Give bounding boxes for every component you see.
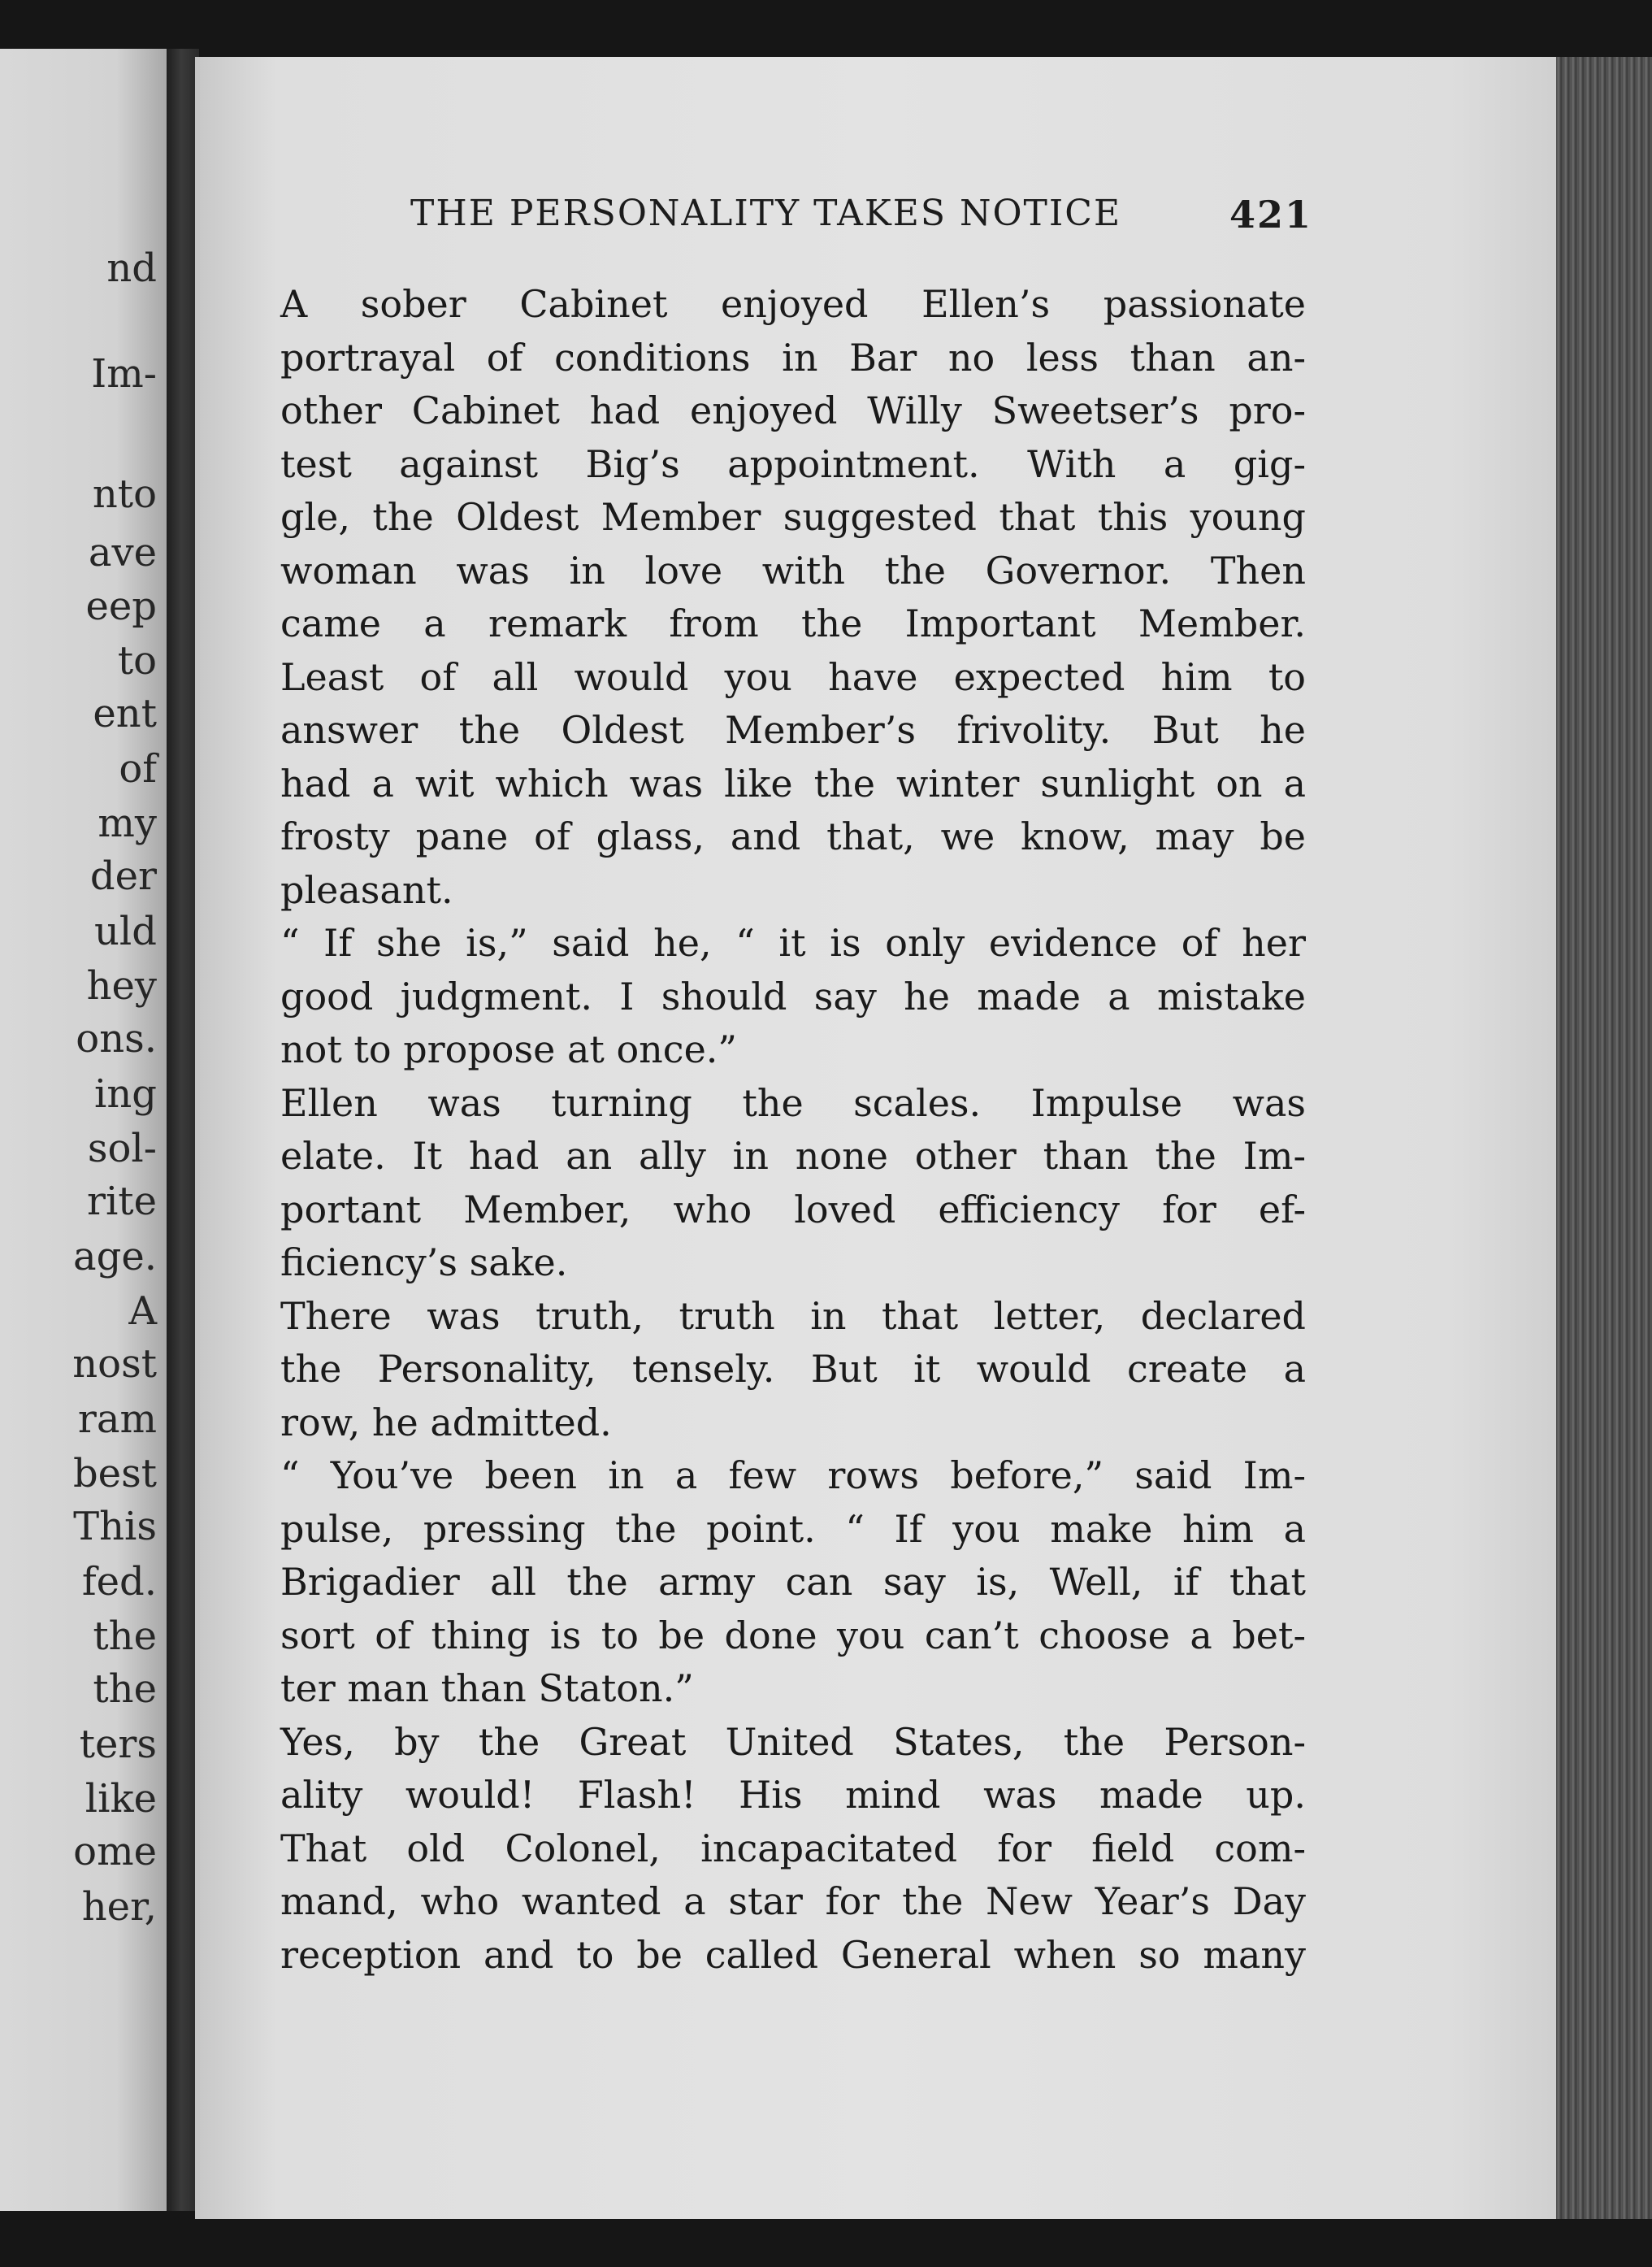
- body-text: [280, 278, 1306, 1982]
- text-line: row, he admitted.: [280, 1400, 612, 1444]
- book-gutter: [167, 49, 199, 2211]
- left-page-fragment: to: [117, 638, 157, 684]
- text-line: “ If she is,” said he, “ it is only evidence of her: [280, 921, 1306, 965]
- text-line: Ellen was turning the scales. Impulse was: [280, 1080, 1306, 1125]
- text-line: came a remark from the Important Member.: [280, 601, 1306, 645]
- text-line: ter man than Staton.”: [280, 1666, 694, 1710]
- left-page-fragment: her,: [81, 1884, 157, 1930]
- left-page-fragment: nd: [106, 245, 157, 291]
- text-line: elate. It had an ally in none other than the Im-: [280, 1134, 1306, 1178]
- text-line: Least of all would you have expected him to: [280, 654, 1306, 699]
- left-page-fragment: sol-: [87, 1126, 157, 1171]
- left-facing-page: [0, 49, 167, 2211]
- text-line: Brigadier all the army can say is, Well, if that: [280, 1560, 1306, 1604]
- left-page-fragment: ters: [79, 1722, 157, 1767]
- text-line: good judgment. I should say he made a mistake: [280, 974, 1306, 1018]
- left-page-fragment: der: [89, 853, 157, 899]
- text-line: ficiency’s sake.: [280, 1240, 568, 1284]
- text-line: mand, who wanted a star for the New Year’s Day: [280, 1879, 1306, 1923]
- text-line: There was truth, truth in that letter, declared: [280, 1293, 1306, 1338]
- text-line: sort of thing is to be done you can’t choose a bet-: [280, 1613, 1306, 1657]
- text-line: portrayal of conditions in Bar no less than an-: [280, 335, 1306, 380]
- left-page-fragment: uld: [94, 909, 157, 954]
- left-page-fragment: ing: [94, 1071, 157, 1117]
- left-page-fragment: ent: [93, 691, 157, 736]
- text-line: test against Big’s appointment. With a gig-: [280, 441, 1306, 486]
- text-line: not to propose at once.”: [280, 1027, 737, 1071]
- left-page-fragment: This: [73, 1504, 157, 1549]
- text-line: pleasant.: [280, 867, 453, 912]
- text-line: ality would! Flash! His mind was made up.: [280, 1773, 1306, 1817]
- left-page-fragment: ons.: [76, 1016, 157, 1062]
- text-line: other Cabinet had enjoyed Willy Sweetser’s pro-: [280, 389, 1306, 432]
- page-number: 421: [1229, 193, 1312, 237]
- left-page-fragment: ome: [73, 1829, 157, 1874]
- left-page-fragment: the: [93, 1613, 157, 1659]
- left-page-fragment: hey: [86, 963, 157, 1009]
- left-page-fragment: eep: [85, 584, 157, 629]
- left-page-fragment: nost: [72, 1341, 157, 1387]
- text-line: That old Colonel, incapacitated for field com-: [280, 1826, 1306, 1870]
- text-line: “ You’ve been in a few rows before,” said Im-: [280, 1453, 1306, 1497]
- left-page-fragment: like: [85, 1776, 157, 1822]
- text-line: answer the Oldest Member’s frivolity. But he: [280, 708, 1306, 752]
- left-page-fragment: of: [119, 746, 157, 792]
- left-page-fragment: nto: [92, 471, 157, 517]
- left-page-fragment: A: [128, 1288, 157, 1334]
- text-line: frosty pane of glass, and that, we know, may be: [280, 814, 1306, 858]
- left-page-fragment: Im-: [91, 351, 157, 397]
- text-line: woman was in love with the Governor. Then: [280, 548, 1306, 593]
- running-title: THE PERSONALITY TAKES NOTICE: [410, 193, 1122, 234]
- text-line: A sober Cabinet enjoyed Ellen’s passionate: [280, 282, 1306, 326]
- page-edges: [1556, 57, 1652, 2219]
- text-line: had a wit which was like the winter sunlight on a: [280, 761, 1306, 806]
- left-page-fragment: rite: [87, 1179, 157, 1224]
- left-page-fragment: best: [72, 1451, 157, 1496]
- left-page-fragment: age.: [72, 1234, 157, 1279]
- text-line: pulse, pressing the point. “ If you make him a: [280, 1506, 1306, 1551]
- text-line: Yes, by the Great United States, the Person-: [280, 1719, 1306, 1764]
- left-page-fragment: fed.: [81, 1559, 157, 1605]
- left-page-fragment: ram: [77, 1396, 157, 1442]
- text-line: gle, the Oldest Member suggested that this young: [280, 495, 1306, 539]
- left-page-fragment: ave: [88, 530, 157, 575]
- text-line: reception and to be called General when so many: [280, 1932, 1306, 1977]
- text-line: the Personality, tensely. But it would create a: [280, 1347, 1306, 1391]
- left-page-fragment: my: [98, 801, 157, 846]
- text-line: portant Member, who loved efficiency for ef-: [280, 1187, 1306, 1231]
- left-page-fragment: the: [93, 1666, 157, 1712]
